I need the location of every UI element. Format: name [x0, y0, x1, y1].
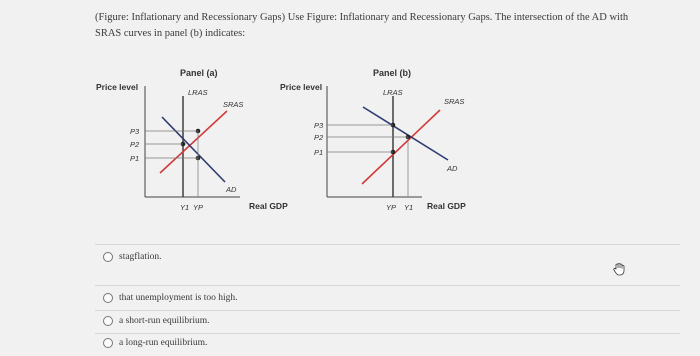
panel-a-ad-line [162, 117, 225, 182]
panel-b-y1-label: Y1 [404, 203, 414, 212]
question-text: (Figure: Inflationary and Recessionary Gaps) Use Figure: Inflationary and Recessionary Gaps. The intersection of the AD with SRAS curves in panel (b) indicates: [95, 12, 629, 39]
option-long-run-equilibrium[interactable] [103, 338, 207, 348]
panel-a-title: Panel (a) [180, 68, 218, 78]
divider [95, 310, 680, 311]
option-short-run-equilibrium[interactable] [103, 316, 210, 326]
panel-a-y1-label: Y1 [180, 203, 190, 212]
panel-a-ad-label: AD [226, 185, 237, 194]
panel-b-p3-label: P3 [314, 121, 324, 130]
panel-b-x-axis-label: Real GDP [427, 201, 466, 211]
option-label: a short-run equilibrium. [119, 316, 210, 326]
divider [95, 244, 680, 245]
option-label: a long-run equilibrium. [119, 338, 208, 348]
panel-a-yp-label: YP [193, 203, 204, 212]
panel-a-sras-line [160, 111, 227, 173]
radio-button[interactable] [103, 252, 113, 262]
panel-b-lras-label: LRAS [383, 88, 403, 97]
option-label: stagflation. [119, 252, 162, 262]
option-label: that unemployment is too high. [119, 293, 238, 303]
divider [95, 285, 680, 286]
panel-b [280, 68, 466, 212]
panel-a-p1-label: P1 [130, 154, 140, 163]
panel-b-sras-label: SRAS [444, 97, 465, 106]
panel-a-y-axis-label: Price level [96, 82, 139, 92]
panel-a-lras-label: LRAS [188, 88, 208, 97]
panel-a [96, 68, 288, 212]
radio-button[interactable] [103, 316, 113, 326]
option-stagflation[interactable] [103, 252, 161, 262]
panel-b-ad-label: AD [447, 164, 458, 173]
panel-b-yp-label: YP [386, 203, 397, 212]
panel-a-p2-label: P2 [130, 140, 140, 149]
panel-b-y-axis-label: Price level [280, 82, 323, 92]
option-unemployment-too-high[interactable] [103, 293, 237, 303]
panel-a-sras-label: SRAS [223, 100, 244, 109]
radio-button[interactable] [103, 293, 113, 303]
divider [95, 333, 680, 334]
panel-a-x-axis-label: Real GDP [249, 201, 288, 211]
panel-b-p2-label: P2 [314, 133, 324, 142]
hand-cursor-icon [612, 262, 626, 276]
panel-b-title: Panel (b) [373, 68, 412, 78]
panel-a-p3-label: P3 [130, 127, 140, 136]
radio-button[interactable] [103, 338, 113, 348]
panel-b-p1-label: P1 [314, 148, 324, 157]
